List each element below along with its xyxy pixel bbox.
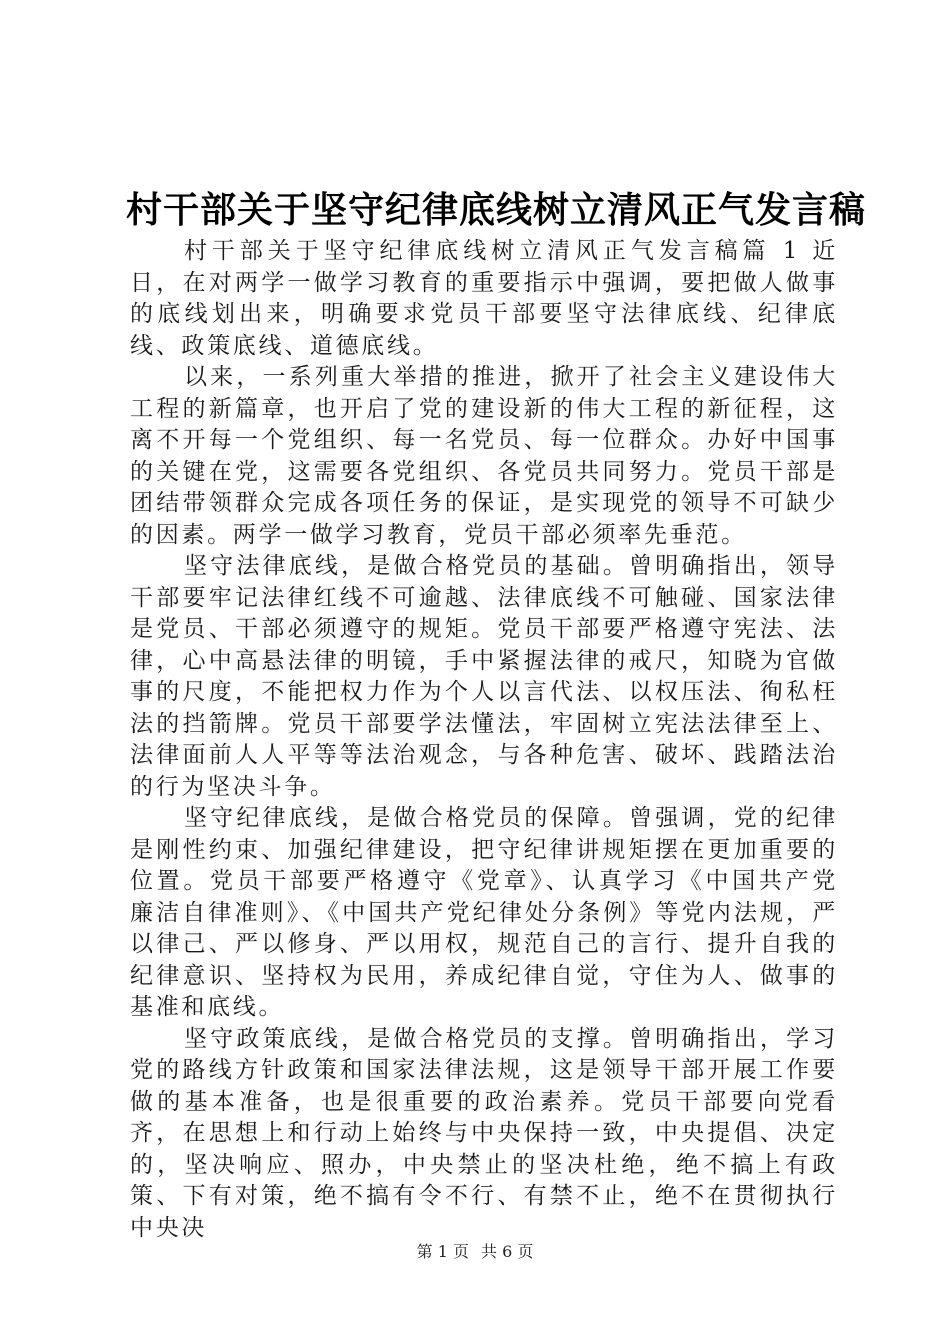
page-footer [0,1240,950,1264]
paragraph: 村干部关于坚守纪律底线树立清风正气发言稿篇 1 近日，在对两学一做学习教育的重要指示中强调，要把做人做事的底线划出来，明确要求党员干部要坚守法律底线、纪律底线、政策底线、道德底线。 [130,238,838,359]
page-number: 第 1 页 [416,1242,469,1261]
page-total: 共 6 页 [481,1242,534,1261]
paragraph: 坚守法律底线，是做合格党员的基础。曾明确指出，领导干部要牢记法律红线不可逾越、法律底线不可触碰、国家法律是党员、干部必须遵守的规矩。党员干部要严格遵守宪法、法律，心中高悬法律的明镜，手中紧握法律的戒尺，知晓为官做事的尺度，不能把权力作为个人以言代法、以权压法、徇私枉法的挡箭牌。党员干部要学法懂法，牢固树立宪法法律至上、法律面前人人平等等法治观念，与各种危害、破坏、践踏法治的行为坚决斗争。 [130,553,838,800]
document-body [130,236,838,1244]
document-title: 村干部关于坚守纪律底线树立清风正气发言稿 [126,189,867,231]
paragraph: 坚守政策底线，是做合格党员的支撑。曾明确指出，学习党的路线方针政策和国家法律法规，这是领导干部开展工作要做的基本准备，也是很重要的政治素养。党员干部要向党看齐，在思想上和行动上始终与中央保持一致，中央提倡、决定的，坚决响应、照办，中央禁止的坚决杜绝，绝不搞上有政策、下有对策，绝不搞有令不行、有禁不止，绝不在贯彻执行中央决 [130,1025,838,1241]
paragraph: 坚守纪律底线，是做合格党员的保障。曾强调，党的纪律是刚性约束、加强纪律建设，把守纪律讲规矩摆在更加重要的位置。党员干部要严格遵守《党章》、认真学习《中国共产党廉洁自律准则》、《中国共产党纪律处分条例》等党内法规，严以律己、严以修身、严以用权，规范自己的言行、提升自我的纪律意识、坚持权为民用，养成纪律自觉，守住为人、做事的基准和底线。 [130,805,838,1020]
paragraph: 以来，一系列重大举措的推进，掀开了社会主义建设伟大工程的新篇章，也开启了党的建设新的伟大工程的新征程，这离不开每一个党组织、每一名党员、每一位群众。办好中国事的关键在党，这需要各党组织、各党员共同努力。党员干部是团结带领群众完成各项任务的保证，是实现党的领导不可缺少的因素。两学一做学习教育，党员干部必须率先垂范。 [130,364,838,548]
